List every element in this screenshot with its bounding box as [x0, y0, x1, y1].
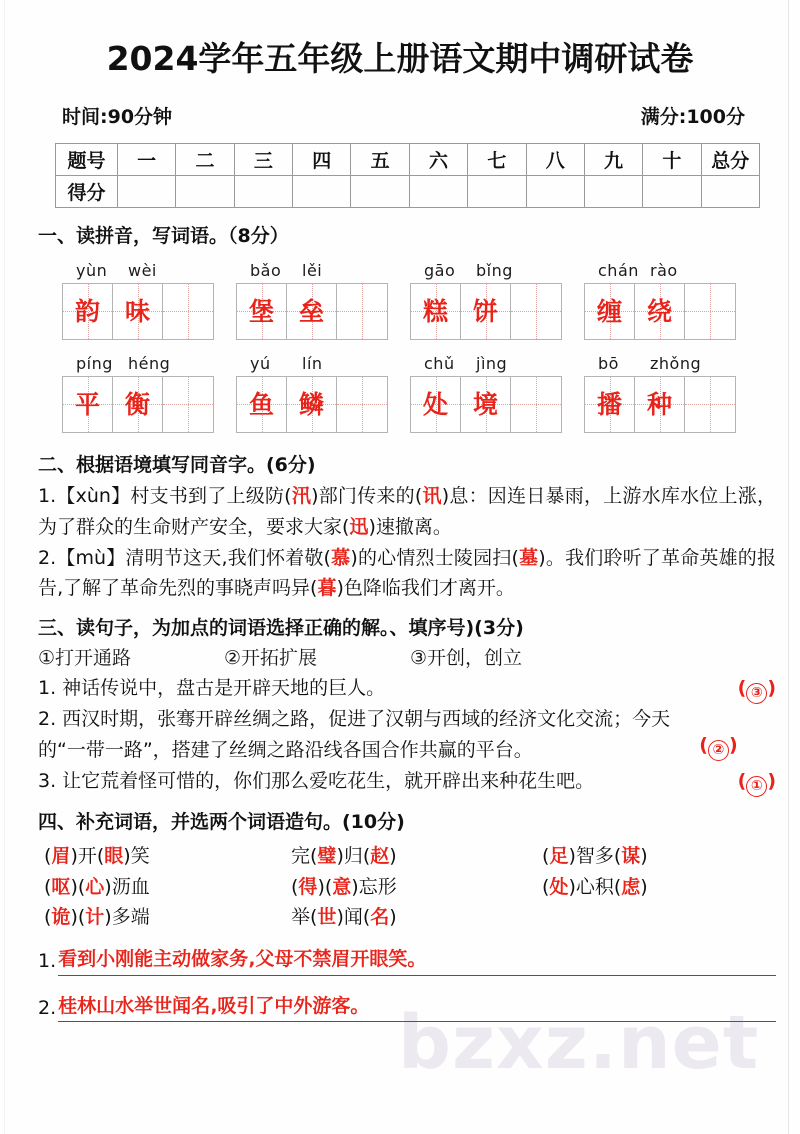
row-label-score: 得分 — [56, 176, 118, 208]
exam-duration: 时间:90分钟 — [62, 106, 173, 128]
paren-open: ( — [699, 734, 708, 757]
s2q2-answer-1: 慕 — [330, 546, 351, 569]
tianzige-cell[interactable] — [237, 284, 287, 339]
s2q1-answer-3: 迅 — [349, 515, 369, 538]
answer-char-4b: 绕 — [646, 296, 672, 326]
pinyin-4a: chán — [598, 260, 639, 280]
circled-answer: ③ — [746, 683, 767, 704]
idiom-fill: 世 — [317, 906, 337, 929]
score-col-header-3: 三 — [234, 144, 292, 176]
idiom-text: ( — [44, 844, 52, 867]
idiom-text: ( — [291, 875, 299, 898]
table-row-scores — [56, 176, 760, 208]
idiom-text: ( — [44, 906, 52, 929]
score-table — [55, 143, 760, 208]
idiom-fill: 得 — [298, 875, 318, 898]
score-col-header-4: 四 — [293, 144, 351, 176]
score-col-header-9: 九 — [584, 144, 642, 176]
score-col-header-6: 六 — [409, 144, 467, 176]
idiom-text: ) — [389, 844, 397, 867]
sentence-answer-2 — [38, 992, 776, 1023]
idiom-2-1 — [44, 872, 279, 903]
idiom-3-3 — [524, 902, 744, 933]
answer-char-4a: 缠 — [596, 296, 622, 326]
idiom-text: )笑 — [123, 844, 150, 867]
score-cell-1[interactable] — [118, 176, 176, 208]
pinyin-7b: jìng — [476, 353, 508, 373]
tianzige-cell-empty[interactable] — [337, 284, 387, 339]
tianzige-cell[interactable] — [585, 284, 635, 339]
pinyin-label-2 — [236, 261, 410, 280]
tianzige-cell[interactable] — [237, 377, 287, 432]
paren-open: ( — [737, 677, 747, 700]
tianzige-3[interactable] — [410, 283, 562, 340]
tianzige-cell-empty[interactable] — [163, 284, 213, 339]
tianzige-cell[interactable] — [461, 377, 511, 432]
pinyin-label-8 — [584, 354, 758, 373]
tianzige-cell[interactable] — [113, 284, 163, 339]
tianzige-cell[interactable] — [635, 377, 685, 432]
score-cell-7[interactable] — [468, 176, 526, 208]
idiom-text: ( — [542, 844, 550, 867]
idiom-row-2 — [44, 872, 776, 903]
section-1-writing-grids — [0, 251, 800, 433]
score-cell-9[interactable] — [584, 176, 642, 208]
score-col-header-8: 八 — [526, 144, 584, 176]
pinyin-label-6 — [236, 354, 410, 373]
s2q1-answer-1: 汛 — [291, 485, 312, 507]
pinyin-2a: bǎo — [250, 260, 282, 280]
circled-answer: ② — [708, 740, 729, 761]
section-3-question-2 — [0, 704, 800, 766]
tianzige-cell[interactable] — [63, 284, 113, 339]
section-4-sentence-answers — [0, 933, 800, 1022]
word-grid-item-6 — [236, 354, 410, 433]
idiom-text: ) — [640, 875, 648, 898]
tianzige-2[interactable] — [236, 283, 388, 340]
word-grid-item-8 — [584, 354, 758, 433]
paren-open: ( — [737, 769, 747, 792]
tianzige-cell[interactable] — [461, 284, 511, 339]
idiom-text: )闻( — [336, 906, 371, 929]
tianzige-7[interactable] — [410, 376, 562, 433]
score-col-header-10: 十 — [643, 144, 701, 176]
answer-char-1b: 味 — [124, 296, 150, 326]
idiom-fill: 谋 — [621, 844, 641, 867]
word-grid-item-7 — [410, 354, 584, 433]
score-cell-6[interactable] — [409, 176, 467, 208]
idiom-1-1 — [44, 841, 279, 872]
tianzige-cell-empty[interactable] — [685, 377, 735, 432]
idiom-text: )开( — [70, 844, 105, 867]
section-3-answer-3[interactable] — [738, 766, 776, 797]
tianzige-cell-empty[interactable] — [337, 377, 387, 432]
section-4 — [0, 796, 800, 1022]
answer-char-6b: 鳞 — [298, 389, 324, 419]
pinyin-label-1 — [62, 261, 236, 280]
score-col-header-total: 总分 — [701, 144, 759, 176]
section-3-heading: 三、读句子，为加点的词语选择正确的解。、填序号)(3分) — [38, 617, 524, 640]
score-cell-5[interactable] — [351, 176, 409, 208]
tianzige-cell[interactable] — [113, 377, 163, 432]
pinyin-label-4 — [584, 261, 758, 280]
idiom-fill: 呕 — [51, 875, 71, 898]
score-cell-3[interactable] — [234, 176, 292, 208]
section-4-heading: 四、补充词语，并选两个词语造句。(10分) — [38, 811, 405, 834]
idiom-text: )( — [317, 875, 333, 898]
answer-char-7b: 境 — [472, 389, 498, 419]
score-col-header-2: 二 — [176, 144, 234, 176]
answer-char-5b: 衡 — [124, 389, 150, 419]
pinyin-label-5 — [62, 354, 236, 373]
score-cell-8[interactable] — [526, 176, 584, 208]
exam-meta-row — [0, 80, 800, 129]
pinyin-6b: lín — [302, 353, 323, 373]
pinyin-1a: yùn — [76, 260, 108, 280]
idiom-fill: 虑 — [621, 875, 641, 898]
table-row-question-numbers — [56, 144, 760, 176]
section-3-question-1 — [0, 673, 800, 704]
section-2-question-1 — [0, 481, 800, 543]
paren-close: ) — [767, 769, 776, 792]
page-title: 2024学年五年级上册语文期中调研试卷 — [106, 39, 694, 78]
s2q1-part3: )息：因连日暴雨，上游水库水位上涨，为了群众的生命财产安全，要求大家( — [38, 485, 776, 538]
answer-char-2b: 垒 — [298, 296, 324, 326]
word-grid-item-3 — [410, 261, 584, 340]
tianzige-cell[interactable] — [287, 284, 337, 339]
pinyin-5b: héng — [128, 353, 171, 373]
answer-char-8a: 播 — [596, 389, 622, 419]
s2q2-part3: )。我们聆听了革命英雄的报告‚了解了革命先烈的事晓声吗异( — [38, 546, 776, 600]
idiom-text: )忘形 — [351, 875, 397, 898]
section-3-options — [0, 643, 800, 674]
score-col-header-7: 七 — [468, 144, 526, 176]
tianzige-cell[interactable] — [411, 284, 461, 339]
sentence-text-2[interactable]: 桂林山水举世闻名‚吸引了中外游客。 — [58, 992, 776, 1023]
answer-char-8b: 种 — [646, 389, 672, 419]
score-table-wrapper — [0, 129, 800, 208]
answer-char-2a: 堡 — [248, 296, 274, 326]
idiom-fill: 足 — [549, 844, 569, 867]
grid-row-2 — [0, 354, 800, 433]
idiom-text: ) — [640, 844, 648, 867]
section-2 — [0, 437, 800, 605]
s2q2-answer-2: 墓 — [518, 546, 539, 569]
section-1-heading: 一、读拼音，写词语。（8分） — [38, 225, 289, 247]
section-4-idiom-grid — [0, 837, 800, 933]
idiom-1-2 — [279, 841, 524, 872]
idiom-fill: 计 — [85, 906, 105, 929]
idiom-row-1 — [44, 841, 776, 872]
idiom-text: )归( — [336, 844, 371, 867]
idiom-text: 举( — [291, 906, 318, 929]
exam-total-score: 满分:100分 — [640, 106, 745, 128]
idiom-2-2 — [279, 872, 524, 903]
answer-char-3b: 饼 — [472, 296, 498, 326]
s2q2-answer-3: 暮 — [317, 577, 337, 600]
sentence-number-2: 2. — [38, 996, 57, 1019]
tianzige-cell[interactable] — [63, 377, 113, 432]
idiom-text: )沥血 — [104, 875, 150, 898]
circled-answer: ① — [746, 776, 767, 797]
tianzige-cell[interactable] — [411, 377, 461, 432]
tianzige-5[interactable] — [62, 376, 214, 433]
word-grid-item-1 — [62, 261, 236, 340]
idiom-text: ) — [389, 906, 397, 929]
s2q1-part2: )部门传来的( — [311, 485, 423, 507]
tianzige-cell-empty[interactable] — [511, 377, 561, 432]
pinyin-label-3 — [410, 261, 584, 280]
tianzige-cell-empty[interactable] — [163, 377, 213, 432]
row-label-question: 题号 — [56, 144, 118, 176]
idiom-text: 完( — [291, 844, 318, 867]
answer-char-3a: 糕 — [422, 296, 448, 326]
s2q1-part4: )速撤离。 — [368, 515, 452, 538]
section-2-question-2 — [0, 543, 800, 605]
section-3-question-text-3: 3. 让它荒着怪可惜的，你们那么爱吃花生，就开辟出来种花生吧。 — [38, 769, 595, 792]
section-3-answer-1[interactable] — [738, 673, 776, 704]
pinyin-5a: píng — [76, 353, 113, 373]
idiom-3-2 — [279, 902, 524, 933]
score-cell-10[interactable] — [643, 176, 701, 208]
idiom-row-3 — [44, 902, 776, 933]
idiom-fill: 心 — [85, 875, 105, 898]
idiom-fill: 赵 — [370, 844, 390, 867]
tianzige-cell[interactable] — [585, 377, 635, 432]
sentence-text-1[interactable]: 看到小刚能主动做家务‚父母不禁眉开眼笑。 — [58, 945, 776, 976]
idiom-fill: 处 — [549, 875, 569, 898]
paren-close: ) — [767, 677, 776, 700]
tianzige-6[interactable] — [236, 376, 388, 433]
section-3-question-text-1: 1. 神话传说中，盘古是开辟天地的巨人。 — [38, 677, 386, 700]
pinyin-1b: wèi — [128, 260, 157, 280]
idiom-text: )智多( — [568, 844, 622, 867]
pinyin-4b: rào — [650, 260, 678, 280]
answer-char-5a: 平 — [74, 389, 100, 419]
score-cell-4[interactable] — [293, 176, 351, 208]
idiom-text: )多端 — [104, 906, 150, 929]
section-3-option-1: ①打开通路 — [38, 646, 132, 669]
idiom-text: )心积( — [568, 875, 622, 898]
answer-char-7a: 处 — [422, 389, 448, 419]
idiom-fill: 诡 — [51, 906, 71, 929]
pinyin-3b: bǐng — [476, 260, 513, 280]
idiom-2-3 — [524, 872, 744, 903]
grid-row-1 — [0, 261, 800, 340]
idiom-text: )( — [70, 875, 86, 898]
word-grid-item-2 — [236, 261, 410, 340]
idiom-fill: 眉 — [51, 844, 71, 867]
idiom-text: ( — [44, 875, 52, 898]
section-3 — [0, 604, 800, 796]
score-col-header-1: 一 — [118, 144, 176, 176]
word-grid-item-5 — [62, 354, 236, 433]
paren-close: ) — [728, 734, 738, 757]
tianzige-cell[interactable] — [635, 284, 685, 339]
idiom-fill: 璧 — [317, 844, 337, 867]
score-cell-total[interactable] — [701, 176, 759, 208]
section-3-answer-2[interactable] — [699, 730, 737, 761]
section-3-question-3 — [0, 766, 800, 797]
s2q1-answer-2: 讯 — [422, 485, 442, 507]
tianzige-8[interactable] — [584, 376, 736, 433]
word-grid-item-4 — [584, 261, 758, 340]
section-3-option-3: ③开创，创立 — [410, 646, 523, 669]
score-col-header-5: 五 — [351, 144, 409, 176]
section-3-question-text-2: 2. 西汉时期，张骞开辟丝绸之路，促进了汉朝与西域的经济文化交流；今天的“一带一路”，搭建了丝绸之路沿线各国合作共赢的平台。 — [38, 708, 671, 761]
idiom-text: )( — [70, 906, 86, 929]
idiom-text: ( — [542, 875, 550, 898]
s2q2-part4: )色降临我们才离开。 — [336, 577, 515, 600]
idiom-3-1 — [44, 902, 279, 933]
tianzige-cell[interactable] — [287, 377, 337, 432]
pinyin-2b: lěi — [302, 260, 323, 280]
s2q2-part1: 2.【mù】清明节这天‚我们怀着敬( — [38, 546, 331, 569]
section-3-option-2: ②开拓扩展 — [224, 646, 318, 669]
sentence-number-1: 1. — [38, 950, 57, 973]
tianzige-cell-empty[interactable] — [685, 284, 735, 339]
idiom-1-3 — [524, 841, 744, 872]
score-cell-2[interactable] — [176, 176, 234, 208]
sentence-answer-1 — [38, 945, 776, 976]
answer-char-1a: 韵 — [74, 296, 100, 326]
s2q2-part2: )的心情烈士陵园扫( — [350, 546, 519, 569]
pinyin-label-7 — [410, 354, 584, 373]
idiom-fill: 眼 — [104, 844, 124, 867]
s2q1-part1: 1.【xùn】村支书到了上级防( — [38, 485, 292, 507]
section-2-heading: 二、根据语境填写同音字。(6分) — [38, 453, 316, 476]
pinyin-3a: gāo — [424, 260, 456, 280]
idiom-fill: 名 — [370, 906, 390, 929]
pinyin-8a: bō — [598, 353, 619, 373]
answer-char-6a: 鱼 — [248, 389, 274, 419]
pinyin-7a: chǔ — [424, 353, 455, 373]
tianzige-cell-empty[interactable] — [511, 284, 561, 339]
pinyin-6a: yú — [250, 353, 271, 373]
tianzige-1[interactable] — [62, 283, 214, 340]
watermark: bzxz.net — [398, 1000, 760, 1086]
pinyin-8b: zhǒng — [650, 353, 702, 373]
tianzige-4[interactable] — [584, 283, 736, 340]
idiom-fill: 意 — [332, 875, 352, 898]
